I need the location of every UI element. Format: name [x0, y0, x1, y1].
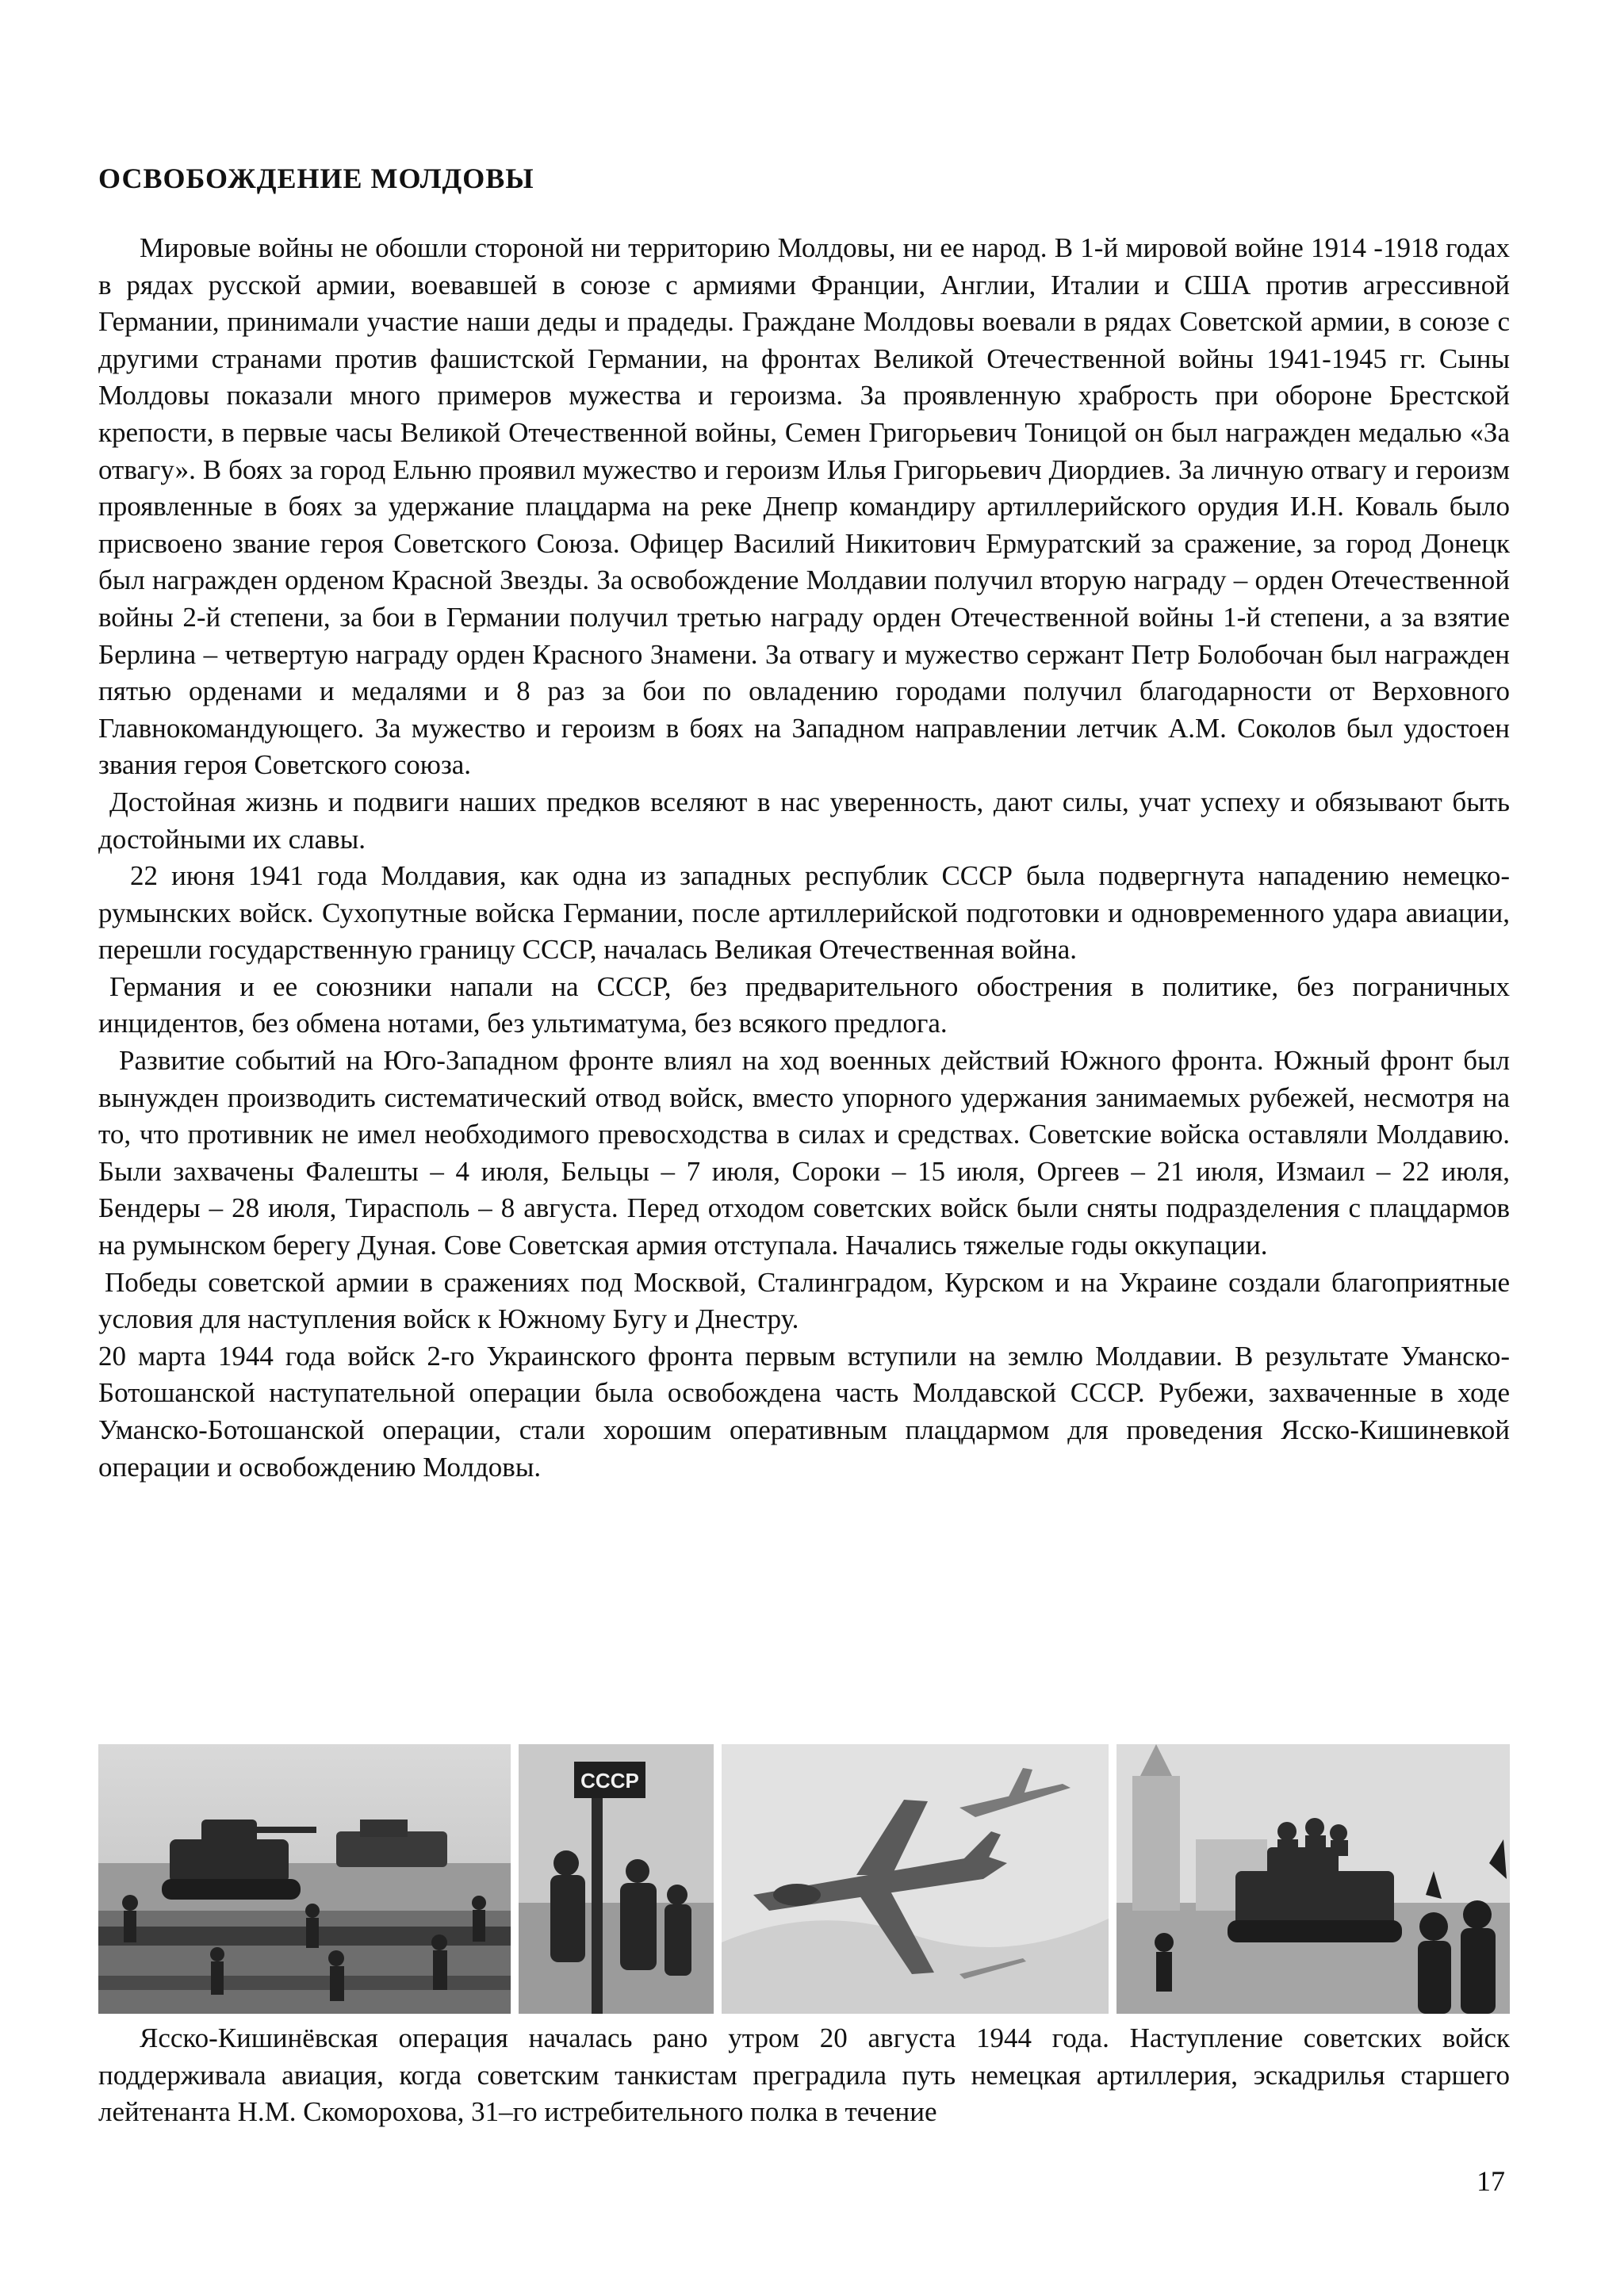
paragraph-southern-front: Развитие событий на Юго-Западном фронте влиял на ход военных действий Южного фронта. Южный фронт был вынужден производить систематический отвод войск, вместо упорного удержания занимаемых рубежей, несмотря на то, что противник не имел необходимого превосходства в силах и средствах. Советские войска оставляли Молдавию. Были захвачены Фалешты – 4 июля, Бельцы – 7 июля, Сороки – 15 июля, Оргеев – 21 июля, Измаил – 22 июля, Бендеры – 28 июля, Тирасполь – 8 августа. Перед отходом советских войск были сняты подразделения с плацдармов на румынском берегу Дуная. Сове Советская армия отступала. Начались тяжелые годы оккупации. — [98, 1045, 1510, 1261]
fighter-planes-image — [722, 1744, 1109, 2014]
tank-pontoon-image — [98, 1744, 511, 2014]
paragraph-ancestors: Достойная жизнь и подвиги наших предков вселяют в нас уверенность, дают силы, учат успеху и обязывают быть достойными их славы. — [98, 786, 1510, 855]
body-text — [98, 230, 1510, 1486]
border-sign-text: СССР — [580, 1769, 639, 1793]
body-text-after-photos — [98, 2020, 1510, 2131]
paragraph-jassy-kishinev: Ясско-Кишинёвская операция началась рано утром 20 августа 1944 года. Наступление советских войск поддерживала авиация, когда советским танкистам преградила путь немецкая артиллерия, эскадрилья старшего лейтенанта Н.М. Скоморохова, 31–го истребительного полка в течение — [98, 2022, 1510, 2128]
photo-fighter-planes — [722, 1744, 1109, 2014]
paragraph-victories: Победы советской армии в сражениях под Москвой, Сталинградом, Курском и на Украине создали благоприятные условия для наступления войск к Южному Бугу и Днестру. — [98, 1266, 1510, 1335]
photo-strip — [98, 1744, 1510, 2014]
paragraph-attack: Германия и ее союзники напали на СССР, без предварительного обострения в политике, без пограничных инцидентов, без обмена нотами, без ультиматума, без всякого предлога. — [98, 970, 1510, 1039]
paragraph-june-1941: 22 июня 1941 года Молдавия, как одна из западных республик СССР была подвергнута нападению немецко-румынских войск. Сухопутные войска Германии, после артиллерийской подготовки и одновременного удара авиации, перешли государственную границу СССР, началась Великая Отечественная война. — [98, 860, 1510, 966]
photo-border-post — [519, 1744, 714, 2014]
border-post-image — [519, 1744, 714, 2014]
liberation-tanks-image — [1116, 1744, 1510, 2014]
photo-tank-pontoon — [98, 1744, 511, 2014]
page-title: ОСВОБОЖДЕНИЕ МОЛДОВЫ — [98, 163, 534, 194]
page-number: 17 — [1477, 2165, 1505, 2197]
paragraph-world-wars: Мировые войны не обошли стороной ни территорию Молдовы, ни ее народ. В 1-й мировой войне 1914 -1918 годах в рядах русской армии, воевавшей в союзе с армиями Франции, Англии, Италии и США против агрессивной Германии, принимали участие наши деды и прадеды. Граждане Молдовы воевали в рядах Советской армии, в союзе с другими странами против фашистской Германии, на фронтах Великой Отечественной войны 1941-1945 гг. Сыны Молдовы показали много примеров мужества и героизма. За проявленную храбрость при обороне Брестской крепости, в первые часы Великой Отечественной войны, Семен Григорьевич Тоницой он был награжден медалью «За отвагу». В боях за город Ельню проявил мужество и героизм Илья Григорьевич Диордиев. За личную отвагу и героизм проявленные в боях за удержание плацдарма на реке Днепр командиру артиллерийского орудия И.Н. Коваль было присвоено звание героя Советского Союза. Офицер Василий Никитович Ермуратский за сражение, за город Донецк был награжден орденом Красной Звезды. За освобождение Молдавии получил вторую награду – орден Отечественной войны 2-й степени, за бои в Германии получил третью награду орден Отечественной войны 1-й степени, а за взятие Берлина – четвертую награду орден Красного Знамени. За отвагу и мужество сержант Петр Болобочан был награжден пятью орденами и медалями и 8 раз за бои по овладению городами получил благодарности от Верховного Главнокомандующего. За мужество и героизм в боях на Западном направлении летчик А.М. Соколов был удостоен звания героя Советского союза. — [98, 232, 1510, 781]
paragraph-march-1944: 20 марта 1944 года войск 2-го Украинского фронта первым вступили на землю Молдавии. В результате Уманско-Ботошанской наступательной операции была освобождена часть Молдавской СССР. Рубежи, захваченные в ходе Уманско-Ботошанской операции, стали хорошим оперативным плацдармом для проведения Ясско-Кишиневкой операции и освобождению Молдовы. — [98, 1340, 1510, 1483]
photo-liberation-tanks — [1116, 1744, 1510, 2014]
